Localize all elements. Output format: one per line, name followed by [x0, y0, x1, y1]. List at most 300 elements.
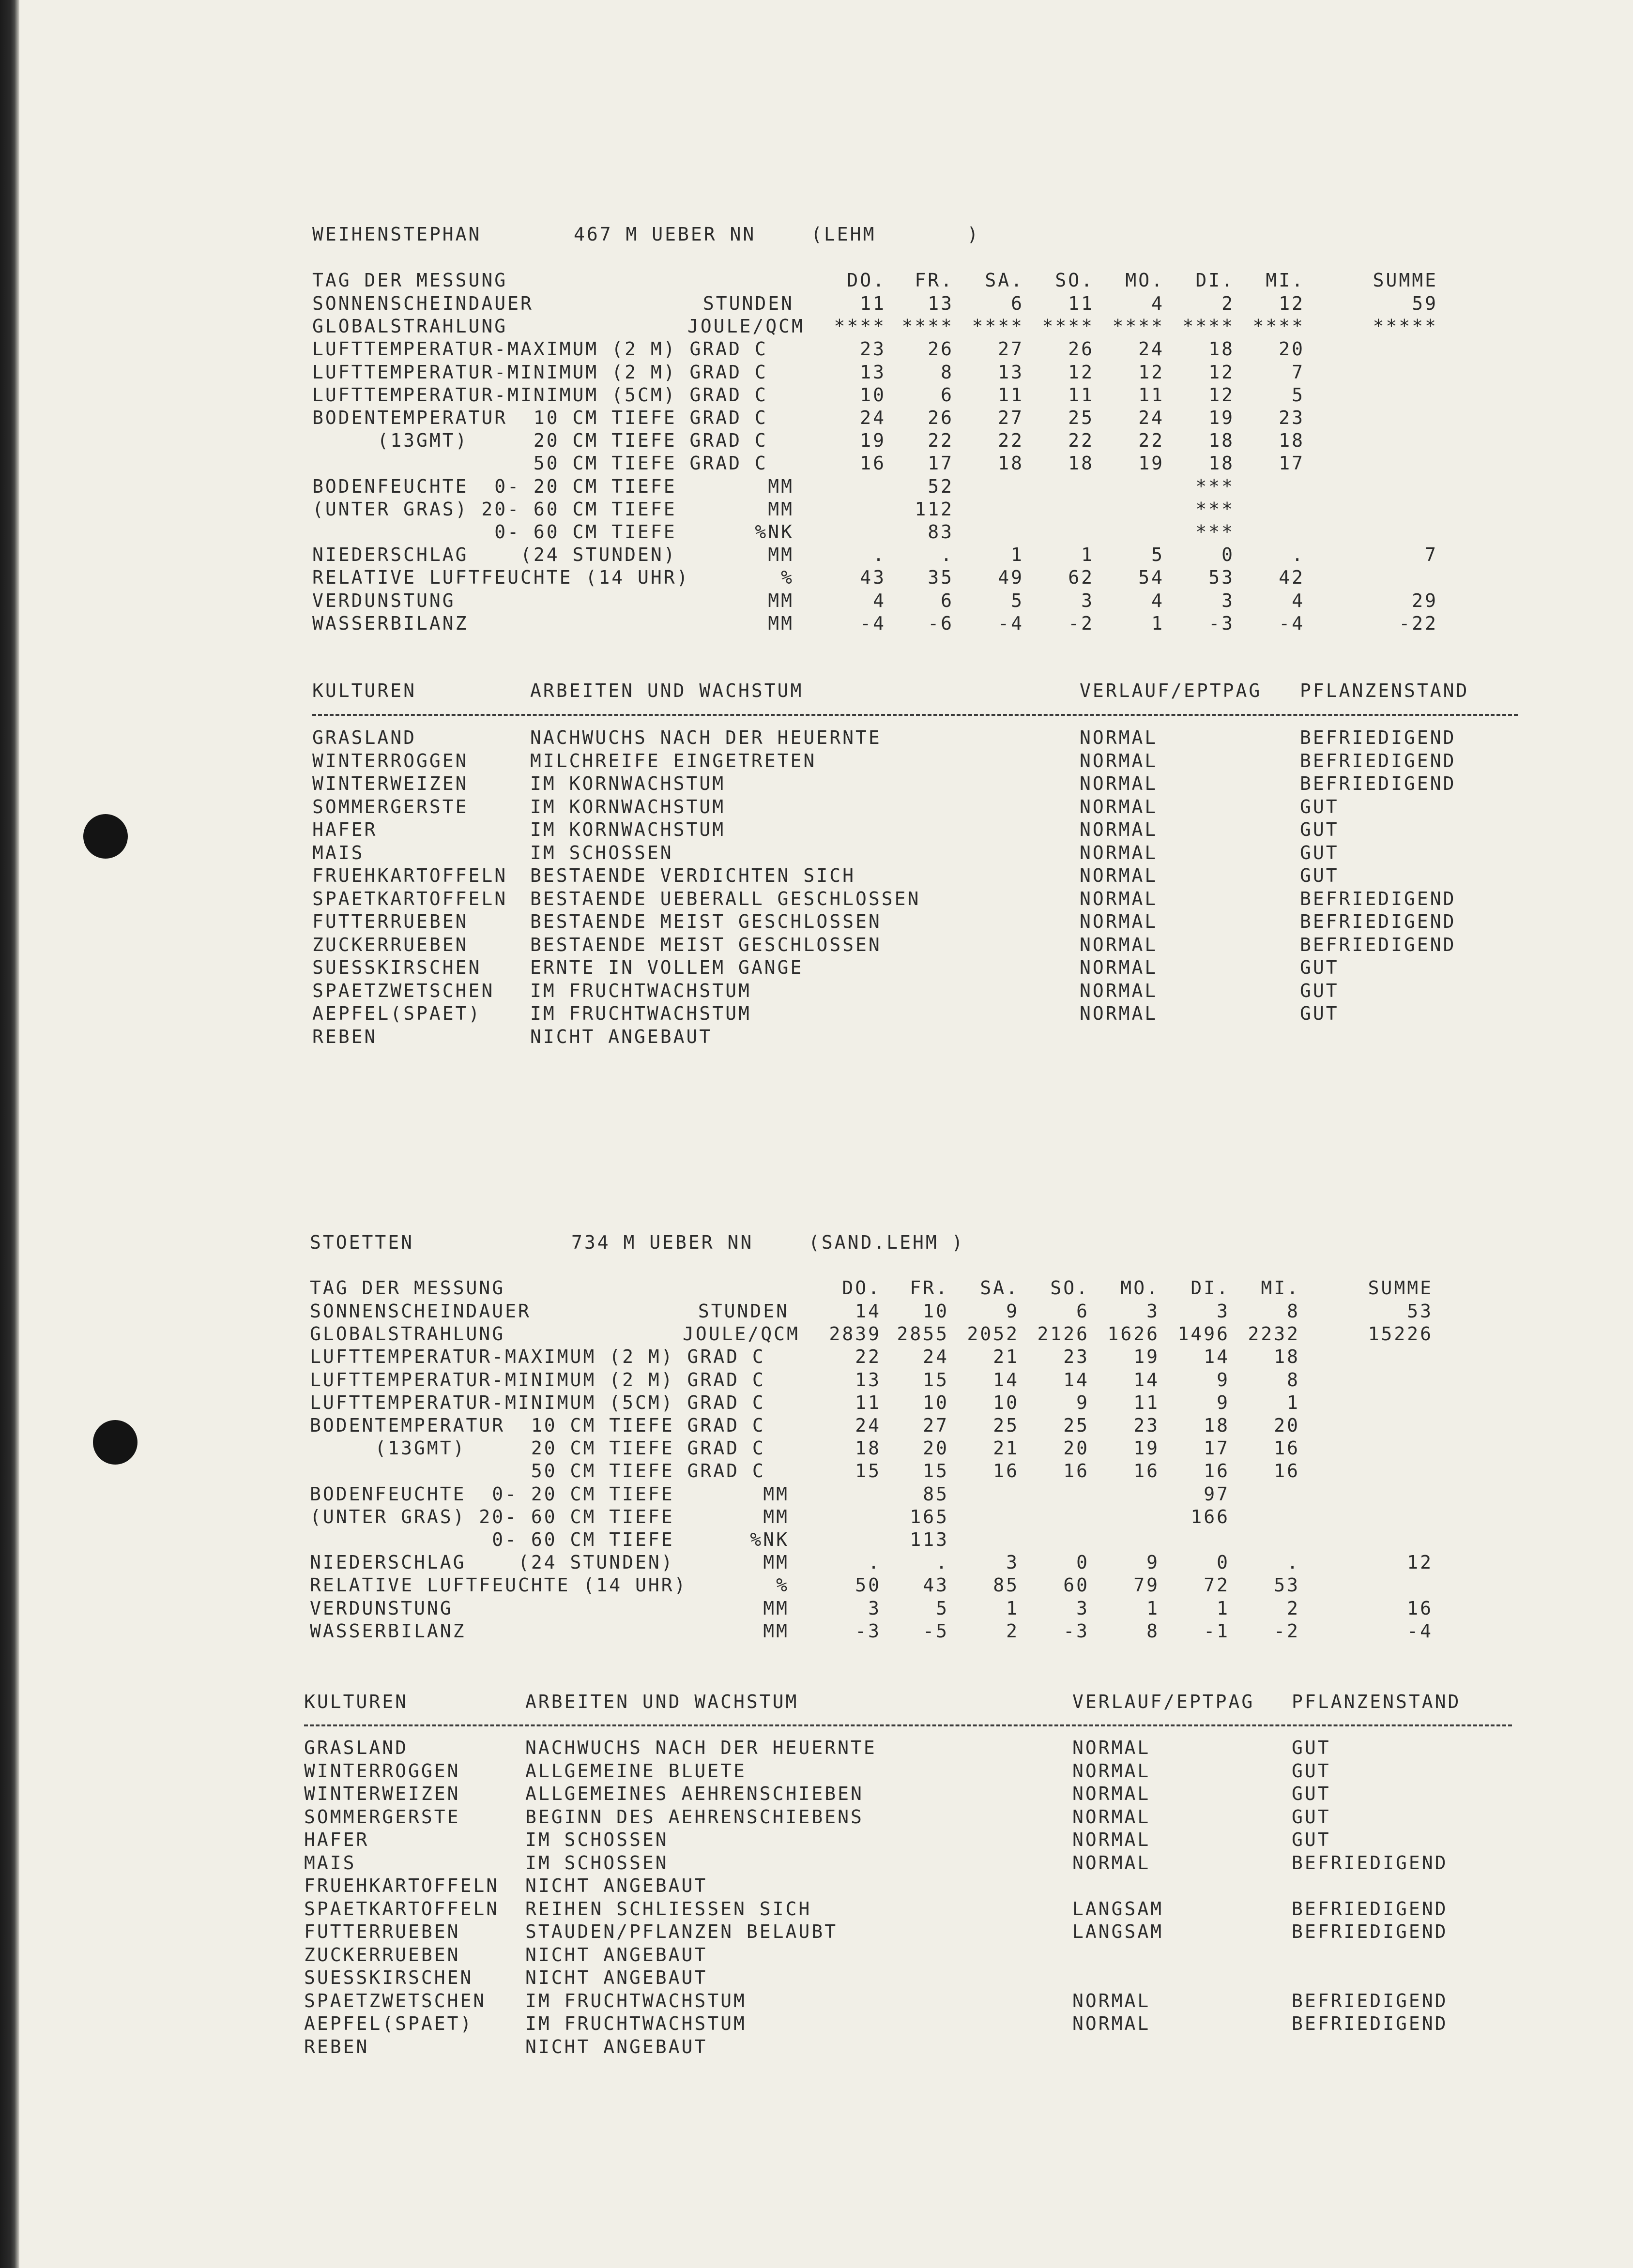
value-cell: 15 [855, 1460, 881, 1482]
crop-name: REBEN [312, 1026, 378, 1047]
crop-condition: GUT [1292, 1760, 1331, 1782]
value-cell: 16 [1063, 1460, 1089, 1482]
value-cell: 22 [1068, 430, 1094, 452]
station-name: WEIHENSTEPHAN [312, 224, 482, 245]
value-cell: 2 [1221, 293, 1235, 314]
measure-label: BODENFEUCHTE 0- 20 CM TIEFE [312, 475, 677, 497]
crop-condition: BEFRIEDIGEND [1292, 2013, 1448, 2034]
value-cell: 5 [1151, 544, 1164, 566]
value-cell: 12 [1279, 293, 1305, 314]
measure-label: GLOBALSTRAHLUNG [310, 1323, 505, 1345]
value-cell: . [868, 1552, 881, 1573]
value-cell: 20 [923, 1437, 949, 1459]
day-header-3: SA. [985, 270, 1024, 291]
station-elevation: 467 M UEBER NN [574, 224, 756, 245]
day-header-4: SO. [1050, 1277, 1089, 1299]
value-cell: 4 [1292, 590, 1305, 611]
value-cell: 15 [923, 1460, 949, 1482]
value-cell: 52 [928, 475, 954, 497]
day-header-5: MO. [1125, 270, 1164, 291]
crop-condition: GUT [1292, 1737, 1331, 1758]
measure-unit: MM [768, 498, 794, 520]
value-cell: 8 [941, 361, 954, 383]
value-cell: 10 [923, 1391, 949, 1413]
value-cell: 6 [1076, 1300, 1089, 1322]
value-cell: 8 [1287, 1369, 1300, 1391]
measure-label: BODENTEMPERATUR 10 CM TIEFE GRAD C [312, 407, 768, 428]
value-cell: 22 [855, 1346, 881, 1368]
value-cell: . [936, 1552, 949, 1573]
value-cell: 165 [910, 1506, 949, 1527]
value-cell: 4 [1151, 590, 1164, 611]
value-cell: 9 [1146, 1552, 1160, 1573]
crop-name: WINTERROGGEN [312, 750, 469, 771]
crop-progress: LANGSAM [1072, 1921, 1164, 1942]
value-cell: 1496 [1177, 1323, 1230, 1345]
crop-name: HAFER [304, 1829, 369, 1850]
sum-header: SUMME [1373, 270, 1438, 291]
value-cell: 14 [993, 1369, 1019, 1391]
value-cell: 4 [873, 590, 886, 611]
value-cell: 1 [1146, 1597, 1160, 1619]
value-cell: -1 [1204, 1620, 1230, 1642]
value-cell: 16 [1133, 1460, 1160, 1482]
value-cell: 13 [860, 361, 886, 383]
measure-label: LUFTTEMPERATUR-MAXIMUM (2 M) GRAD C [310, 1346, 765, 1368]
crop-work-growth: BESTAENDE MEIST GESCHLOSSEN [530, 934, 882, 955]
crop-progress: NORMAL [1080, 911, 1158, 932]
value-cell: 0 [1221, 544, 1235, 566]
sum-cell: 16 [1407, 1597, 1433, 1619]
crop-work-growth: BESTAENDE VERDICHTEN SICH [530, 865, 855, 886]
crops-header-arbeiten: ARBEITEN UND WACHSTUM [525, 1691, 799, 1712]
measure-label: LUFTTEMPERATUR-MAXIMUM (2 M) GRAD C [312, 338, 768, 360]
value-cell: 24 [1138, 338, 1164, 360]
measure-label: 0- 60 CM TIEFE [310, 1529, 674, 1550]
measure-unit: MM [763, 1597, 789, 1619]
value-cell: 11 [1138, 384, 1164, 406]
crop-condition: GUT [1300, 865, 1339, 886]
crop-name: FRUEHKARTOFFELN [304, 1875, 500, 1896]
crop-name: FUTTERRUEBEN [304, 1921, 460, 1942]
value-cell: 2126 [1037, 1323, 1089, 1345]
crop-work-growth: REIHEN SCHLIESSEN SICH [525, 1898, 812, 1920]
measure-label: (13GMT) 20 CM TIEFE GRAD C [312, 430, 768, 452]
value-cell: -2 [1274, 1620, 1300, 1642]
value-cell: 8 [1146, 1620, 1160, 1642]
value-cell: *** [1195, 521, 1235, 543]
value-cell: 18 [1208, 453, 1235, 474]
value-cell: 17 [1279, 453, 1305, 474]
value-cell: 72 [1204, 1574, 1230, 1596]
value-cell: 17 [928, 453, 954, 474]
value-cell: 15 [923, 1369, 949, 1391]
value-cell: 18 [855, 1437, 881, 1459]
value-cell: 12 [1068, 361, 1094, 383]
crop-work-growth: IM FRUCHTWACHSTUM [530, 980, 751, 1001]
value-cell: -2 [1068, 612, 1094, 634]
crop-name: SOMMERGERSTE [312, 796, 469, 817]
day-header-3: SA. [980, 1277, 1019, 1299]
value-cell: 42 [1279, 567, 1305, 589]
measure-unit: MM [763, 1620, 789, 1642]
sum-cell: ***** [1373, 316, 1438, 337]
crops-header-pflanzenstand: PFLANZENSTAND [1292, 1691, 1461, 1712]
crop-condition: BEFRIEDIGEND [1300, 934, 1456, 955]
crop-progress: NORMAL [1080, 727, 1158, 748]
value-cell: . [941, 544, 954, 566]
value-cell: -4 [998, 612, 1024, 634]
value-cell: 21 [993, 1437, 1019, 1459]
value-cell: 6 [941, 384, 954, 406]
crop-progress: NORMAL [1080, 750, 1158, 771]
value-cell: 97 [1204, 1483, 1230, 1505]
measure-unit: MM [763, 1552, 789, 1573]
measure-label: (UNTER GRAS) 20- 60 CM TIEFE [312, 498, 677, 520]
day-header-1: DO. [842, 1277, 881, 1299]
sum-cell: 29 [1412, 590, 1438, 611]
day-header-6: DI. [1190, 1277, 1230, 1299]
measure-label: RELATIVE LUFTFEUCHTE (14 UHR) [312, 567, 690, 589]
measure-label: BODENTEMPERATUR 10 CM TIEFE GRAD C [310, 1415, 765, 1436]
value-cell: 85 [923, 1483, 949, 1505]
value-cell: 23 [1063, 1346, 1089, 1368]
value-cell: 43 [860, 567, 886, 589]
crop-work-growth: NICHT ANGEBAUT [525, 1875, 708, 1896]
value-cell: 1 [1217, 1597, 1230, 1619]
value-cell: 9 [1006, 1300, 1019, 1322]
day-header-5: MO. [1120, 1277, 1160, 1299]
value-cell: 166 [1190, 1506, 1230, 1527]
crop-condition: BEFRIEDIGEND [1292, 1852, 1448, 1874]
crop-name: FUTTERRUEBEN [312, 911, 469, 932]
day-header-7: MI. [1261, 1277, 1300, 1299]
measure-label: RELATIVE LUFTFEUCHTE (14 UHR) [310, 1574, 687, 1596]
value-cell: 12 [1208, 361, 1235, 383]
station-elevation: 734 M UEBER NN [571, 1232, 754, 1253]
value-cell: 2855 [897, 1323, 949, 1345]
value-cell: **** [834, 316, 886, 337]
value-cell: 6 [1011, 293, 1024, 314]
measure-label: LUFTTEMPERATUR-MINIMUM (2 M) GRAD C [310, 1369, 765, 1391]
value-cell: 9 [1076, 1391, 1089, 1413]
crop-progress: NORMAL [1072, 1737, 1151, 1758]
measure-label: (UNTER GRAS) 20- 60 CM TIEFE [310, 1506, 674, 1527]
measure-label: 50 CM TIEFE GRAD C [310, 1460, 765, 1482]
measure-unit: MM [763, 1483, 789, 1505]
day-header-6: DI. [1195, 270, 1235, 291]
value-cell: 13 [928, 293, 954, 314]
value-cell: 18 [1208, 430, 1235, 452]
crop-condition: BEFRIEDIGEND [1292, 1898, 1448, 1920]
value-cell: 13 [998, 361, 1024, 383]
value-cell: 9 [1217, 1369, 1230, 1391]
value-cell: -6 [928, 612, 954, 634]
measure-label: 50 CM TIEFE GRAD C [312, 453, 768, 474]
value-cell: 26 [1068, 338, 1094, 360]
value-cell: 1 [1081, 544, 1094, 566]
crop-work-growth: IM FRUCHTWACHSTUM [525, 2013, 747, 2034]
value-cell: 16 [1274, 1437, 1300, 1459]
measure-label: GLOBALSTRAHLUNG [312, 316, 508, 337]
crop-name: MAIS [304, 1852, 356, 1874]
value-cell: -3 [1063, 1620, 1089, 1642]
crop-name: REBEN [304, 2036, 369, 2057]
crop-condition: BEFRIEDIGEND [1292, 1921, 1448, 1942]
crop-work-growth: ALLGEMEINES AEHRENSCHIEBEN [525, 1783, 864, 1804]
measure-unit: % [781, 567, 794, 589]
crop-progress: NORMAL [1072, 1852, 1151, 1874]
value-cell: 1 [1287, 1391, 1300, 1413]
crop-name: HAFER [312, 819, 378, 840]
value-cell: 19 [1133, 1346, 1160, 1368]
station-soil-type: (LEHM ) [811, 224, 980, 245]
value-cell: 2 [1287, 1597, 1300, 1619]
crop-work-growth: IM SCHOSSEN [525, 1852, 669, 1874]
crop-work-growth: BESTAENDE UEBERALL GESCHLOSSEN [530, 888, 921, 909]
value-cell: 19 [1208, 407, 1235, 428]
value-cell: 11 [1068, 293, 1094, 314]
crop-name: SPAETKARTOFFELN [312, 888, 508, 909]
value-cell: 16 [993, 1460, 1019, 1482]
value-cell: 11 [860, 293, 886, 314]
value-cell: 10 [993, 1391, 1019, 1413]
value-cell: . [873, 544, 886, 566]
crop-work-growth: NACHWUCHS NACH DER HEUERNTE [525, 1737, 877, 1758]
value-cell: 2 [1006, 1620, 1019, 1642]
value-cell: 10 [860, 384, 886, 406]
value-cell: **** [1112, 316, 1164, 337]
day-header-4: SO. [1055, 270, 1094, 291]
crop-progress: NORMAL [1080, 888, 1158, 909]
crop-progress: NORMAL [1080, 957, 1158, 978]
measure-unit: JOULE/QCM [683, 1323, 800, 1345]
value-cell: . [1287, 1552, 1300, 1573]
measure-label: 0- 60 CM TIEFE [312, 521, 677, 543]
crop-name: SPAETZWETSCHEN [304, 1990, 487, 2011]
value-cell: -3 [1208, 612, 1235, 634]
value-cell: 3 [1081, 590, 1094, 611]
day-header-2: FR. [910, 1277, 949, 1299]
value-cell: 54 [1138, 567, 1164, 589]
value-cell: 18 [1204, 1415, 1230, 1436]
value-cell: 2052 [967, 1323, 1019, 1345]
value-cell: **** [972, 316, 1024, 337]
sum-cell: 12 [1407, 1552, 1433, 1573]
value-cell: *** [1195, 498, 1235, 520]
crop-work-growth: BESTAENDE MEIST GESCHLOSSEN [530, 911, 882, 932]
measure-unit: % [776, 1574, 789, 1596]
value-cell: 50 [855, 1574, 881, 1596]
value-cell: 27 [998, 338, 1024, 360]
dashed-separator [304, 1724, 1512, 1726]
value-cell: 20 [1279, 338, 1305, 360]
value-cell: 18 [1068, 453, 1094, 474]
measure-label: SONNENSCHEINDAUER [310, 1300, 531, 1322]
value-cell: 49 [998, 567, 1024, 589]
crops-header-verlauf: VERLAUF/EPTPAG [1072, 1691, 1255, 1712]
value-cell: 23 [1279, 407, 1305, 428]
sum-cell: -22 [1399, 612, 1438, 634]
crop-name: GRASLAND [312, 727, 417, 748]
crops-header-kulturen: KULTUREN [304, 1691, 409, 1712]
crop-progress: NORMAL [1072, 1829, 1151, 1850]
value-cell: 83 [928, 521, 954, 543]
value-cell: 10 [923, 1300, 949, 1322]
measure-label: TAG DER MESSUNG [310, 1277, 505, 1299]
day-header-2: FR. [915, 270, 954, 291]
measure-unit: MM [768, 612, 794, 634]
value-cell: 19 [1138, 453, 1164, 474]
value-cell: 3 [1221, 590, 1235, 611]
value-cell: 22 [998, 430, 1024, 452]
value-cell: 25 [1068, 407, 1094, 428]
crop-work-growth: BEGINN DES AEHRENSCHIEBENS [525, 1806, 864, 1828]
value-cell: 13 [855, 1369, 881, 1391]
crop-progress: LANGSAM [1072, 1898, 1164, 1920]
measure-unit: %NK [755, 521, 794, 543]
value-cell: -5 [923, 1620, 949, 1642]
crop-progress: NORMAL [1080, 934, 1158, 955]
crop-work-growth: NACHWUCHS NACH DER HEUERNTE [530, 727, 882, 748]
value-cell: **** [901, 316, 954, 337]
crop-progress: NORMAL [1080, 1003, 1158, 1024]
sum-cell: 7 [1425, 544, 1438, 566]
value-cell: -4 [1279, 612, 1305, 634]
crop-name: AEPFEL(SPAET) [312, 1003, 482, 1024]
crop-name: SOMMERGERSTE [304, 1806, 460, 1828]
crop-work-growth: IM SCHOSSEN [525, 1829, 669, 1850]
crop-condition: BEFRIEDIGEND [1300, 911, 1456, 932]
value-cell: 12 [1138, 361, 1164, 383]
crop-work-growth: IM KORNWACHSTUM [530, 796, 726, 817]
punch-hole-bottom [93, 1420, 137, 1465]
value-cell: 0 [1076, 1552, 1089, 1573]
value-cell: 3 [868, 1597, 881, 1619]
measure-label: (13GMT) 20 CM TIEFE GRAD C [310, 1437, 765, 1459]
value-cell: 9 [1217, 1391, 1230, 1413]
crop-name: ZUCKERRUEBEN [312, 934, 469, 955]
sum-header: SUMME [1368, 1277, 1433, 1299]
value-cell: 0 [1217, 1552, 1230, 1573]
value-cell: 12 [1208, 384, 1235, 406]
value-cell: 23 [860, 338, 886, 360]
value-cell: 79 [1133, 1574, 1160, 1596]
crops-header-verlauf: VERLAUF/EPTPAG [1080, 680, 1262, 701]
crop-condition: GUT [1300, 1003, 1339, 1024]
crop-condition: GUT [1300, 842, 1339, 863]
measure-label: NIEDERSCHLAG (24 STUNDEN) [312, 544, 677, 566]
day-header-7: MI. [1266, 270, 1305, 291]
value-cell: 35 [928, 567, 954, 589]
value-cell: **** [1252, 316, 1305, 337]
value-cell: 16 [1274, 1460, 1300, 1482]
measure-label: LUFTTEMPERATUR-MINIMUM (2 M) GRAD C [312, 361, 768, 383]
crop-condition: GUT [1300, 819, 1339, 840]
crop-work-growth: NICHT ANGEBAUT [525, 1967, 708, 1988]
crop-progress: NORMAL [1080, 773, 1158, 794]
measure-label: WASSERBILANZ [310, 1620, 466, 1642]
crop-name: WINTERWEIZEN [304, 1783, 460, 1804]
value-cell: 26 [928, 338, 954, 360]
crop-condition: BEFRIEDIGEND [1292, 1990, 1448, 2011]
crops-header-arbeiten: ARBEITEN UND WACHSTUM [530, 680, 804, 701]
dashed-separator [312, 714, 1518, 716]
measure-label: LUFTTEMPERATUR-MINIMUM (5CM) GRAD C [312, 384, 768, 406]
value-cell: 14 [855, 1300, 881, 1322]
crop-progress: NORMAL [1072, 1806, 1151, 1828]
crop-condition: BEFRIEDIGEND [1300, 750, 1456, 771]
crop-condition: GUT [1292, 1783, 1331, 1804]
crop-progress: NORMAL [1080, 980, 1158, 1001]
crop-name: FRUEHKARTOFFELN [312, 865, 508, 886]
value-cell: 16 [860, 453, 886, 474]
value-cell: 5 [936, 1597, 949, 1619]
value-cell: 3 [1006, 1552, 1019, 1573]
measure-label: VERDUNSTUNG [310, 1597, 453, 1619]
value-cell: 21 [993, 1346, 1019, 1368]
measure-unit: %NK [750, 1529, 789, 1550]
value-cell: 5 [1011, 590, 1024, 611]
crop-name: SPAETZWETSCHEN [312, 980, 495, 1001]
value-cell: 27 [998, 407, 1024, 428]
value-cell: 27 [923, 1415, 949, 1436]
measure-unit: STUNDEN [702, 293, 794, 314]
crops-header-pflanzenstand: PFLANZENSTAND [1300, 680, 1469, 701]
crop-name: SUESSKIRSCHEN [312, 957, 482, 978]
value-cell: 3 [1217, 1300, 1230, 1322]
value-cell: 85 [993, 1574, 1019, 1596]
measure-label: TAG DER MESSUNG [312, 270, 508, 291]
value-cell: 24 [855, 1415, 881, 1436]
value-cell: 18 [998, 453, 1024, 474]
crop-condition: GUT [1300, 796, 1339, 817]
crop-work-growth: STAUDEN/PFLANZEN BELAUBT [525, 1921, 838, 1942]
value-cell: 20 [1063, 1437, 1089, 1459]
crops-header-kulturen: KULTUREN [312, 680, 417, 701]
measure-label: BODENFEUCHTE 0- 20 CM TIEFE [310, 1483, 674, 1505]
value-cell: 1 [1011, 544, 1024, 566]
value-cell: 22 [928, 430, 954, 452]
crop-work-growth: IM KORNWACHSTUM [530, 819, 726, 840]
crop-work-growth: NICHT ANGEBAUT [530, 1026, 713, 1047]
measure-label: VERDUNSTUNG [312, 590, 456, 611]
value-cell: 11 [998, 384, 1024, 406]
value-cell: 24 [860, 407, 886, 428]
crop-progress: NORMAL [1080, 842, 1158, 863]
value-cell: 20 [1274, 1415, 1300, 1436]
crop-progress: NORMAL [1072, 1990, 1151, 2011]
value-cell: 62 [1068, 567, 1094, 589]
value-cell: **** [1182, 316, 1235, 337]
crop-name: WINTERWEIZEN [312, 773, 469, 794]
value-cell: 14 [1133, 1369, 1160, 1391]
crop-work-growth: NICHT ANGEBAUT [525, 2036, 708, 2057]
value-cell: 3 [1146, 1300, 1160, 1322]
value-cell: 5 [1292, 384, 1305, 406]
measure-unit: MM [768, 590, 794, 611]
crop-condition: GUT [1300, 980, 1339, 1001]
crop-name: WINTERROGGEN [304, 1760, 460, 1782]
crop-progress: NORMAL [1072, 2013, 1151, 2034]
value-cell: 112 [915, 498, 954, 520]
binding-edge [0, 0, 19, 2268]
value-cell: 16 [1204, 1460, 1230, 1482]
crop-progress: NORMAL [1072, 1760, 1151, 1782]
value-cell: 14 [1204, 1346, 1230, 1368]
day-header-1: DO. [847, 270, 886, 291]
value-cell: 24 [1138, 407, 1164, 428]
